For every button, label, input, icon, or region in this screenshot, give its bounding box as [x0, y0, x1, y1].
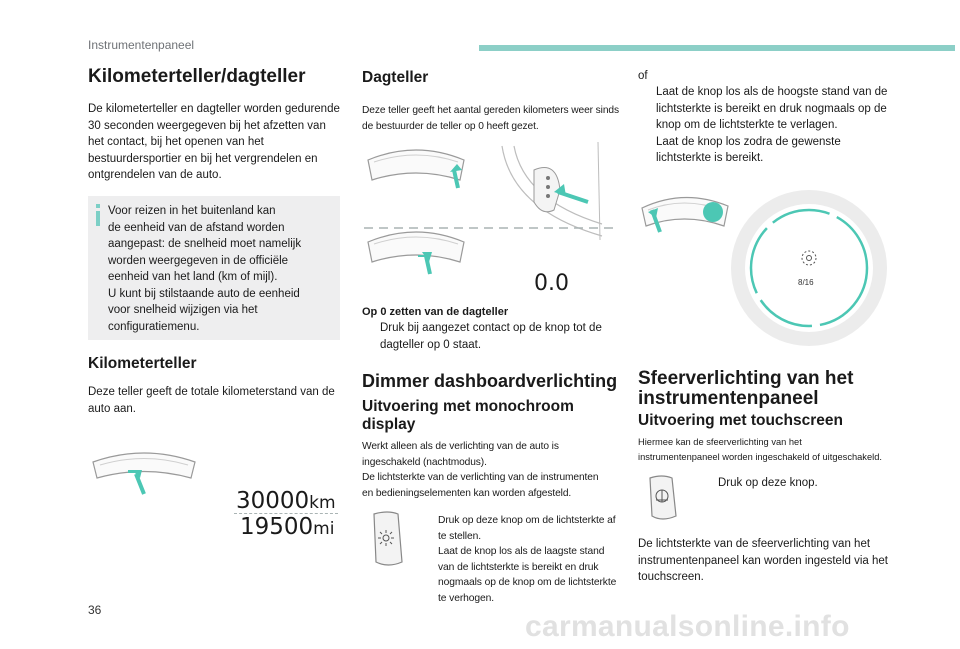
ambient-title: Sfeerverlichting van het instrumentenpaneel: [638, 368, 854, 409]
dimmer-button-icon: [364, 508, 412, 570]
trip-reset-illustration: [362, 140, 620, 300]
odometer-text: Deze teller geeft de totale kilometerstand van de auto aan.: [88, 386, 335, 415]
mono-title: Uitvoering met monochroom display: [362, 398, 574, 433]
info-icon: [96, 204, 100, 226]
dimmer-title: Dimmer dashboardverlichting: [362, 371, 618, 391]
trip-display: 0.0: [534, 271, 569, 296]
col3-bullets: Laat de knop los als de hoogste stand van de lichtsterkte is bereikt en druk nogmaals op de knop om de lichtsterkte te verlagen. Laat de knop los zodra de gewenste lichtsterkte is bereikt.: [656, 86, 888, 164]
page-number: 36: [88, 603, 102, 617]
odometer-km-readout: 30000km: [236, 488, 336, 514]
section-label: Instrumentenpaneel: [88, 38, 195, 52]
odometer-title: Kilometerteller: [88, 355, 197, 372]
ambient-illustration: [638, 188, 900, 348]
mono-text: Werkt alleen als de verlichting van de auto is ingeschakeld (nachtmodus). De lichtsterkte van de verlichting van de instrumenten en bedieningselementen kan worden afgesteld.: [362, 441, 599, 499]
touch-closing-text: De lichtsterkte van de sfeerverlichting van het instrumentenpaneel kan worden ingesteld via het touchscreen.: [638, 538, 888, 583]
odometer-button-illustration: [88, 448, 200, 498]
touch-bullet: Druk op deze knop.: [718, 477, 818, 489]
trip-text: Deze teller geeft het aantal gereden kilometers weer sinds de bestuurder de teller op 0 heeft gezet.: [362, 105, 619, 132]
reset-bullet: Druk bij aangezet contact op de knop tot de dagteller op 0 staat.: [380, 322, 602, 351]
header-accent-bar: [479, 45, 955, 51]
odometer-intro-text: De kilometerteller en dagteller worden gedurende 30 seconden weergegeven bij het afzetten van het contact, bij het openen van het bestuurdersportier en bij het vergrendelen en ontgrendelen van de auto.: [88, 103, 340, 181]
info-text: Voor reizen in het buitenland kan de eenheid van de afstand worden aangepast: de snelheid moet namelijk worden weergegeven in de officiële eenheid van het land (km of mijl). U kunt bij stilstaande auto de eenheid voor snelheid wijzigen via het configuratiemenu.: [108, 205, 302, 333]
odometer-mi-readout: 19500mi: [240, 514, 335, 540]
watermark: carmanualsonline.info: [525, 610, 850, 643]
touch-title: Uitvoering met touchscreen: [638, 412, 843, 429]
of-label: of: [638, 70, 648, 82]
trip-title: Dagteller: [362, 69, 429, 86]
touch-button-icon: [640, 472, 686, 524]
reset-heading: Op 0 zetten van de dagteller: [362, 306, 509, 318]
dial-label: 8/16: [798, 278, 814, 287]
touch-text: Hiermee kan de sfeerverlichting van het instrumentenpaneel worden ingeschakeld of uitgeschakeld.: [638, 437, 882, 462]
odometer-tripmeter-title: Kilometerteller/dagteller: [88, 66, 306, 87]
mono-bullets: Druk op deze knop om de lichtsterkte af te stellen. Laat de knop los als de laagste stand van de lichtsterkte is bereikt en druk nogmaals op de knop om de lichtsterkte te verhogen.: [438, 515, 617, 604]
